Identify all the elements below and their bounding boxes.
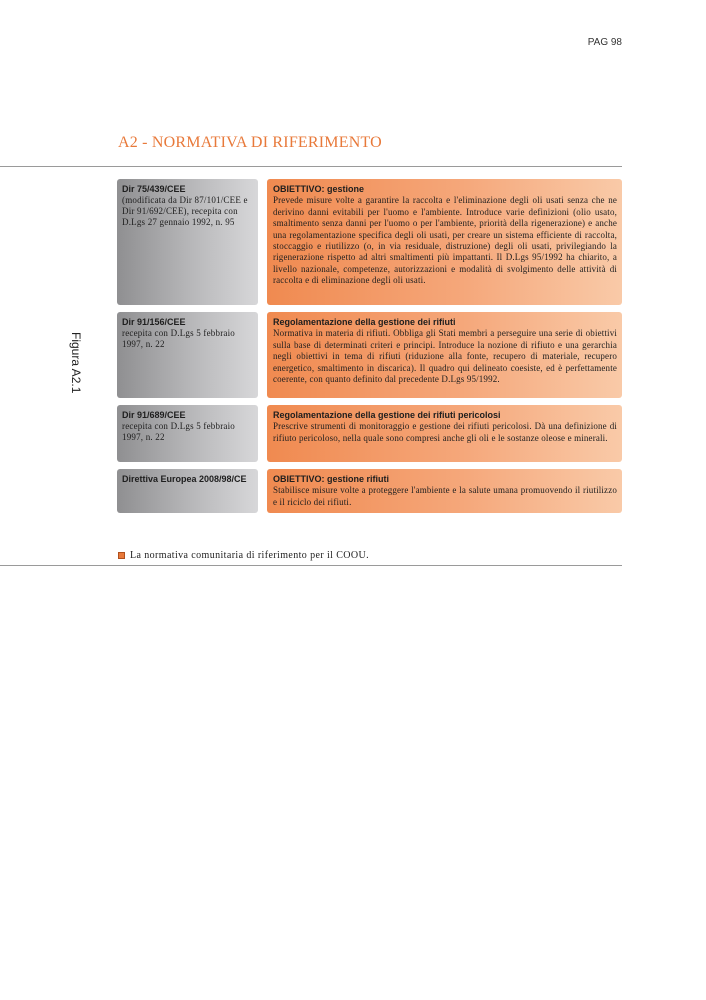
normative-row bbox=[117, 312, 622, 398]
normative-row bbox=[117, 469, 622, 513]
objective-body: Prescrive strumenti di monitoraggio e gestione dei rifiuti pericolosi. Dà una definizione di rifiuto pericoloso, nella quale sono compresi anche gli oli e le sostanze oleose e minerali. bbox=[273, 421, 617, 443]
directive-code: Dir 91/156/CEE bbox=[122, 317, 186, 327]
normative-table bbox=[117, 179, 622, 520]
directive-box bbox=[117, 469, 258, 513]
objective-heading: OBIETTIVO: gestione bbox=[273, 184, 365, 194]
objective-body: Prevede misure volte a garantire la raccolta e l'eliminazione degli oli usati senza che ne derivino danni evitabili per l'uomo e l'ambiente. Introduce varie definizioni (olio usato, smaltimento senza danni per l'uomo o per l'ambiente, priorità della rigenerazione) e anche una regolamentazione specifica degli oli usati, per creare un sistema efficiente di raccolta, stoccaggio e riutilizzo (o, in via residuale, distruzione) degli oli usati, privilegiando la rigenerazione rispetto ad altri smaltimenti più impattanti. Il D.Lgs 95/1992 ha chiarito, a livello nazionale, competenze, autorizzazioni e modalità di svolgimento delle attività di raccolta e di eliminazione degli oli usati. bbox=[273, 195, 617, 286]
directive-box bbox=[117, 405, 258, 462]
directive-box bbox=[117, 312, 258, 398]
objective-box bbox=[267, 312, 622, 398]
objective-box bbox=[267, 179, 622, 305]
top-rule bbox=[0, 166, 622, 167]
objective-heading: OBIETTIVO: gestione rifiuti bbox=[273, 474, 390, 484]
directive-code: Dir 91/689/CEE bbox=[122, 410, 186, 420]
bottom-rule bbox=[0, 565, 622, 566]
objective-heading: Regolamentazione della gestione dei rifiuti pericolosi bbox=[273, 410, 501, 420]
page-number: PAG 98 bbox=[587, 37, 622, 48]
objective-body: Stabilisce misure volte a proteggere l'ambiente e la salute umana promuovendo il riutilizzo e il riciclo dei rifiuti. bbox=[273, 485, 617, 507]
directive-code: Direttiva Europea 2008/98/CE bbox=[122, 474, 247, 484]
objective-heading: Regolamentazione della gestione dei rifiuti bbox=[273, 317, 456, 327]
directive-description: recepita con D.Lgs 5 febbraio 1997, n. 22 bbox=[122, 328, 236, 349]
figure-label: Figura A2.1 bbox=[69, 332, 83, 394]
caption-text: La normativa comunitaria di riferimento per il COOU. bbox=[130, 550, 370, 561]
directive-code: Dir 75/439/CEE bbox=[122, 184, 186, 194]
directive-box bbox=[117, 179, 258, 305]
objective-box bbox=[267, 469, 622, 513]
normative-row bbox=[117, 179, 622, 305]
section-title: A2 - NORMATIVA DI RIFERIMENTO bbox=[118, 134, 382, 151]
figure-caption bbox=[118, 550, 369, 561]
square-bullet-icon bbox=[118, 552, 125, 559]
directive-description: (modificata da Dir 87/101/CEE e Dir 91/692/CEE), recepita con D.Lgs 27 gennaio 1992, n. 95 bbox=[122, 195, 248, 227]
objective-body: Normativa in materia di rifiuti. Obbliga gli Stati membri a perseguire una serie di obiettivi sulla base di determinati criteri e principi. Introduce la nozione di rifiuto e una gerarchia negli obiettivi in tema di rifiuti (riduzione alla fonte, recupero di materiale, recupero energetico, smaltimento in discarica). Il quadro qui delineato coesiste, ed è perfettamente coerente, con quanto definito dal precedente D.Lgs 95/1992. bbox=[273, 328, 617, 385]
normative-row bbox=[117, 405, 622, 462]
directive-description: recepita con D.Lgs 5 febbraio 1997, n. 22 bbox=[122, 421, 236, 442]
objective-box bbox=[267, 405, 622, 462]
